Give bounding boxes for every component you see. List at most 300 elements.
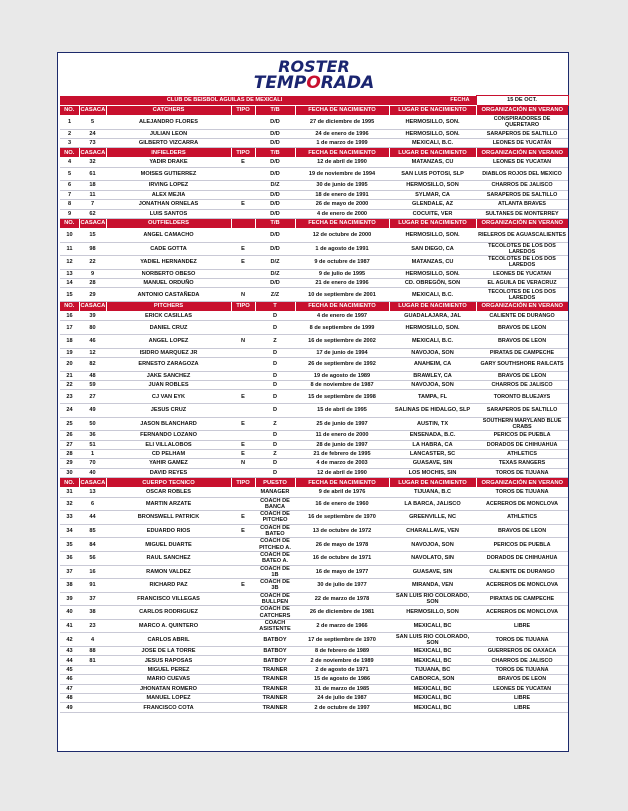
table-row [60, 321, 568, 335]
cell-casaca: 49 [79, 404, 106, 418]
cell-lugar: SALINAS DE HIDALGO, SLP [389, 404, 476, 418]
cell-name: ISIDRO MARQUEZ JR [106, 348, 231, 357]
cell-name: DANIEL CRUZ [106, 321, 231, 335]
cell-lugar: TAMPA, FL [389, 390, 476, 404]
cell-tipo [231, 138, 255, 147]
cell-org: SARAPEROS DE SALTILLO [476, 404, 568, 418]
column-header-no: NO. [60, 218, 79, 228]
cell-name: CARLOS ABRIL [106, 633, 231, 647]
cell-casaca: 6 [79, 497, 106, 511]
column-header-tb: PUESTO [255, 478, 295, 488]
cell-tipo [231, 538, 255, 552]
column-header-casaca: CASACA [79, 106, 106, 116]
cell-org: TOROS DE TIJUANA [476, 468, 568, 477]
cell-name: CARLOS RODRIGUEZ [106, 606, 231, 620]
cell-casaca: 70 [79, 459, 106, 468]
cell-casaca: 48 [79, 371, 106, 380]
cell-casaca: 50 [79, 417, 106, 431]
cell-no: 43 [60, 647, 79, 656]
cell-org: LIBRE [476, 694, 568, 703]
cell-tb: COACH DE 1B [255, 565, 295, 579]
cell-name: MOISES GUTIERREZ [106, 167, 231, 181]
cell-tb: D/D [255, 129, 295, 138]
cell-name: MIGUEL DUARTE [106, 538, 231, 552]
column-header-no: NO. [60, 148, 79, 158]
cell-casaca: 80 [79, 321, 106, 335]
cell-fecha: 12 de abril de 1990 [295, 158, 389, 167]
cell-lugar: HERMOSILLO, SON. [389, 116, 476, 130]
cell-lugar: GUADALAJARA, JAL [389, 312, 476, 321]
cell-no: 12 [60, 256, 79, 270]
cell-no: 6 [60, 181, 79, 190]
column-header-org: ORGANIZACIÓN EN VERANO [476, 218, 568, 228]
cell-fecha: 12 de octubre de 2000 [295, 228, 389, 242]
column-header-tipo [231, 218, 255, 228]
cell-org: LEONES DE YUCATAN [476, 269, 568, 278]
table-row [60, 200, 568, 209]
cell-casaca [79, 675, 106, 684]
cell-no: 19 [60, 348, 79, 357]
cell-name: ANGEL CAMACHO [106, 228, 231, 242]
cell-fecha: 22 de marzo de 1978 [295, 592, 389, 606]
cell-tipo [231, 129, 255, 138]
cell-org: TOROS DE TIJUANA [476, 633, 568, 647]
cell-lugar: TIJUANA, BC [389, 665, 476, 674]
cell-tipo [231, 190, 255, 199]
column-header-lugar: LUGAR DE NACIMIENTO [389, 478, 476, 488]
cell-tb: COACH DE CATCHERS [255, 606, 295, 620]
cell-casaca: 98 [79, 242, 106, 256]
cell-lugar: HERMOSILLO, SON [389, 181, 476, 190]
cell-casaca: 56 [79, 551, 106, 565]
cell-tipo [231, 703, 255, 712]
cell-tipo [231, 312, 255, 321]
cell-tipo [231, 606, 255, 620]
roster-table [60, 95, 569, 713]
cell-lugar: SAN LUIS RIO COLORADO, SON [389, 592, 476, 606]
cell-org: RIELEROS DE AGUASCALIENTES [476, 228, 568, 242]
cell-casaca: 44 [79, 511, 106, 525]
column-header-name: OUTFIELDERS [106, 218, 231, 228]
cell-fecha: 21 de febrero de 1995 [295, 449, 389, 458]
cell-tipo [231, 371, 255, 380]
cell-tb: D/D [255, 200, 295, 209]
cell-fecha: 19 de noviembre de 1994 [295, 167, 389, 181]
cell-no: 9 [60, 209, 79, 218]
cell-org: SOUTHERN MARYLAND BLUE CRABS [476, 417, 568, 431]
cell-fecha: 9 de julio de 1995 [295, 269, 389, 278]
cell-org: LEONES DE YUCATAN [476, 684, 568, 693]
cell-no: 37 [60, 565, 79, 579]
table-row [60, 431, 568, 440]
cell-lugar: COCUITE, VER [389, 209, 476, 218]
cell-org: ACEREROS DE MONCLOVA [476, 606, 568, 620]
cell-no: 29 [60, 459, 79, 468]
cell-tipo [231, 488, 255, 497]
cell-casaca: 84 [79, 538, 106, 552]
cell-tipo: N [231, 288, 255, 302]
cell-fecha: 1 de agosto de 1991 [295, 242, 389, 256]
cell-tb: D [255, 371, 295, 380]
cell-tb: COACH DE BULLPEN [255, 592, 295, 606]
cell-lugar: MEXICALI, B.C. [389, 335, 476, 349]
cell-lugar: HERMOSILLO, SON. [389, 269, 476, 278]
table-row [60, 694, 568, 703]
cell-tipo [231, 348, 255, 357]
cell-lugar: HERMOSILLO, SON [389, 606, 476, 620]
cell-org: BRAVOS DE LEON [476, 335, 568, 349]
cell-org: BRAVOS DE LEON [476, 524, 568, 538]
cell-tb: BATBOY [255, 647, 295, 656]
table-row [60, 242, 568, 256]
cell-org: LEONES DE YUCATAN [476, 158, 568, 167]
cell-tipo: E [231, 256, 255, 270]
cell-tipo [231, 497, 255, 511]
cell-org: TOROS DE TIJUANA [476, 488, 568, 497]
cell-fecha: 30 de junio de 1995 [295, 181, 389, 190]
cell-name: MANUEL LOPEZ [106, 694, 231, 703]
cell-no: 11 [60, 242, 79, 256]
cell-no: 1 [60, 116, 79, 130]
cell-fecha: 15 de abril de 1995 [295, 404, 389, 418]
cell-no: 8 [60, 200, 79, 209]
cell-no: 20 [60, 358, 79, 372]
cell-org: CALIENTE DE DURANGO [476, 312, 568, 321]
cell-no: 17 [60, 321, 79, 335]
cell-casaca: 59 [79, 381, 106, 390]
cell-org: TOROS DE TIJUANA [476, 665, 568, 674]
cell-fecha: 2 de agosto de 1971 [295, 665, 389, 674]
table-row [60, 538, 568, 552]
cell-org: TECOLOTES DE LOS DOS LAREDOS [476, 288, 568, 302]
cell-tipo [231, 269, 255, 278]
cell-fecha: 9 de abril de 1976 [295, 488, 389, 497]
cell-name: YAHIR GAMEZ [106, 459, 231, 468]
cell-lugar: MEXICALI, B.C. [389, 288, 476, 302]
cell-org: ATHLETICS [476, 449, 568, 458]
fecha-label: FECHA [389, 96, 476, 106]
table-row [60, 269, 568, 278]
cell-casaca: 23 [79, 619, 106, 633]
cell-lugar: HERMOSILLO, SON. [389, 228, 476, 242]
cell-lugar: CD. OBREGÓN, SON [389, 279, 476, 288]
cell-casaca: 38 [79, 606, 106, 620]
table-row [60, 190, 568, 199]
table-row [60, 565, 568, 579]
cell-org: LIBRE [476, 703, 568, 712]
cell-tipo [231, 116, 255, 130]
section-header-row [60, 218, 568, 228]
cell-tb: TRAINER [255, 703, 295, 712]
cell-no: 38 [60, 579, 79, 593]
cell-tb: Z [255, 335, 295, 349]
column-header-fecha: FECHA DE NACIMIENTO [295, 478, 389, 488]
cell-tb: COACH DE BATEO [255, 524, 295, 538]
table-row [60, 551, 568, 565]
table-row [60, 358, 568, 372]
cell-casaca: 12 [79, 348, 106, 357]
cell-name: MANUEL ORDUÑO [106, 279, 231, 288]
cell-tb: TRAINER [255, 684, 295, 693]
cell-lugar: CABORCA, SON [389, 675, 476, 684]
cell-casaca: 91 [79, 579, 106, 593]
cell-org: TORONTO BLUEJAYS [476, 390, 568, 404]
cell-no: 2 [60, 129, 79, 138]
cell-no: 35 [60, 538, 79, 552]
column-header-org: ORGANIZACIÓN EN VERANO [476, 148, 568, 158]
cell-name: RAUL SANCHEZ [106, 551, 231, 565]
cell-casaca: 28 [79, 279, 106, 288]
table-row [60, 116, 568, 130]
cell-casaca: 88 [79, 647, 106, 656]
cell-tipo: N [231, 335, 255, 349]
cell-no: 14 [60, 279, 79, 288]
cell-org: LEONES DE YUCATÁN [476, 138, 568, 147]
cell-fecha: 26 de mayo de 1978 [295, 538, 389, 552]
cell-fecha: 27 de diciembre de 1995 [295, 116, 389, 130]
cell-casaca: 36 [79, 431, 106, 440]
cell-tipo [231, 321, 255, 335]
roster-sheet [57, 52, 569, 752]
cell-name: YADIEL HERNANDEZ [106, 256, 231, 270]
cell-name: GILBERTO VIZCARRA [106, 138, 231, 147]
cell-fecha: 16 de septiembre de 2002 [295, 335, 389, 349]
cell-lugar: LOS MOCHIS, SIN [389, 468, 476, 477]
cell-org: PIRATAS DE CAMPECHE [476, 592, 568, 606]
cell-name: CJ VAN EYK [106, 390, 231, 404]
cell-org: LIBRE [476, 619, 568, 633]
cell-tipo [231, 551, 255, 565]
cell-tb: D/Z [255, 269, 295, 278]
cell-casaca: 27 [79, 390, 106, 404]
cell-lugar: ANAHEIM, CA [389, 358, 476, 372]
table-row [60, 417, 568, 431]
cell-tb: D/D [255, 190, 295, 199]
cell-casaca: 22 [79, 256, 106, 270]
column-header-org: ORGANIZACIÓN EN VERANO [476, 106, 568, 116]
table-row [60, 158, 568, 167]
column-header-org: ORGANIZACIÓN EN VERANO [476, 478, 568, 488]
cell-tipo [231, 675, 255, 684]
cell-fecha: 4 de marzo de 2003 [295, 459, 389, 468]
cell-fecha: 8 de noviembre de 1987 [295, 381, 389, 390]
cell-no: 27 [60, 440, 79, 449]
cell-tipo: N [231, 459, 255, 468]
cell-org: BRAVOS DE LEON [476, 321, 568, 335]
table-row [60, 228, 568, 242]
table-row [60, 440, 568, 449]
cell-casaca: 24 [79, 129, 106, 138]
cell-no: 25 [60, 417, 79, 431]
column-header-no: NO. [60, 106, 79, 116]
cell-tb: D [255, 358, 295, 372]
cell-tb: COACH DE PITCHEO [255, 511, 295, 525]
cell-tb: BATBOY [255, 656, 295, 665]
column-header-tipo: TIPO [231, 478, 255, 488]
cell-fecha: 2 de noviembre de 1989 [295, 656, 389, 665]
cell-name: JASON BLANCHARD [106, 417, 231, 431]
table-row [60, 488, 568, 497]
cell-tb: D [255, 348, 295, 357]
cell-lugar: MEXICALI, BC [389, 703, 476, 712]
table-row [60, 459, 568, 468]
cell-tb: D/Z [255, 256, 295, 270]
cell-casaca: 7 [79, 200, 106, 209]
cell-casaca: 29 [79, 288, 106, 302]
cell-no: 48 [60, 694, 79, 703]
cell-tb: MANAGER [255, 488, 295, 497]
cell-org: SARAPEROS DE SALTILLO [476, 129, 568, 138]
column-header-tipo: TIPO [231, 106, 255, 116]
cell-fecha: 26 de septiembre de 1992 [295, 358, 389, 372]
cell-name: ELI VILLALOBOS [106, 440, 231, 449]
cell-no: 34 [60, 524, 79, 538]
cell-no: 22 [60, 381, 79, 390]
cell-name: ANTONIO CASTAÑEDA [106, 288, 231, 302]
roster-temporada-logo [58, 56, 570, 96]
cell-org: EL AGUILA DE VERACRUZ [476, 279, 568, 288]
cell-tb: D [255, 390, 295, 404]
cell-lugar: BRAWLEY, CA [389, 371, 476, 380]
cell-tipo [231, 656, 255, 665]
cell-no: 23 [60, 390, 79, 404]
cell-tipo [231, 468, 255, 477]
table-row [60, 209, 568, 218]
cell-org: GUERREROS DE OAXACA [476, 647, 568, 656]
cell-fecha: 26 de mayo de 2000 [295, 200, 389, 209]
cell-casaca [79, 665, 106, 674]
fecha-value: 15 DE OCT. [476, 96, 568, 106]
cell-no: 4 [60, 158, 79, 167]
cell-casaca [79, 684, 106, 693]
cell-tb: COACH DE 3B [255, 579, 295, 593]
table-row [60, 312, 568, 321]
cell-org: BRAVOS DE LEON [476, 675, 568, 684]
cell-lugar: GREENVILLE, NC [389, 511, 476, 525]
cell-name: FERNANDO LOZANO [106, 431, 231, 440]
cell-tipo [231, 279, 255, 288]
column-header-fecha: FECHA DE NACIMIENTO [295, 218, 389, 228]
column-header-tipo: TIPO [231, 148, 255, 158]
cell-fecha: 18 de enero de 1991 [295, 190, 389, 199]
cell-org: CONSPIRADORES DE QUERETARO [476, 116, 568, 130]
cell-tb: COACH DE PITCHEO A. [255, 538, 295, 552]
cell-org: CHARROS DE JALISCO [476, 656, 568, 665]
table-row [60, 129, 568, 138]
table-row [60, 592, 568, 606]
cell-fecha: 31 de marzo de 1985 [295, 684, 389, 693]
cell-tipo [231, 665, 255, 674]
cell-fecha: 4 de enero de 2000 [295, 209, 389, 218]
cell-name: IRVING LOPEZ [106, 181, 231, 190]
cell-casaca: 81 [79, 656, 106, 665]
cell-lugar: SAN LUIS RIO COLORADO, SON [389, 633, 476, 647]
cell-fecha: 15 de agosto de 1986 [295, 675, 389, 684]
cell-tipo [231, 431, 255, 440]
cell-tipo [231, 228, 255, 242]
cell-org: CHARROS DE JALISCO [476, 181, 568, 190]
cell-fecha: 30 de julio de 1977 [295, 579, 389, 593]
cell-name: JULIAN LEON [106, 129, 231, 138]
cell-casaca: 73 [79, 138, 106, 147]
cell-lugar: MIRANDA, VEN [389, 579, 476, 593]
cell-lugar: SYLMAR, CA [389, 190, 476, 199]
cell-no: 40 [60, 606, 79, 620]
club-header-row [60, 96, 568, 106]
cell-name: ERNESTO ZARAGOZA [106, 358, 231, 372]
cell-casaca [79, 703, 106, 712]
cell-tb: D [255, 468, 295, 477]
cell-no: 18 [60, 335, 79, 349]
table-row [60, 381, 568, 390]
cell-fecha: 15 de septiembre de 1998 [295, 390, 389, 404]
cell-org: BRAVOS DE LEON [476, 371, 568, 380]
cell-org: SARAPEROS DE SALTILLO [476, 190, 568, 199]
cell-org: CALIENTE DE DURANGO [476, 565, 568, 579]
logo-line-1: ROSTER [278, 57, 350, 76]
cell-tipo [231, 694, 255, 703]
column-header-casaca: CASACA [79, 302, 106, 312]
column-header-fecha: FECHA DE NACIMIENTO [295, 302, 389, 312]
table-row [60, 606, 568, 620]
column-header-fecha: FECHA DE NACIMIENTO [295, 106, 389, 116]
cell-casaca: 4 [79, 633, 106, 647]
cell-lugar: MEXICALI, B.C. [389, 138, 476, 147]
cell-lugar: NAVOLATO, SIN [389, 551, 476, 565]
cell-no: 5 [60, 167, 79, 181]
table-row [60, 138, 568, 147]
cell-lugar: MATANZAS, CU [389, 158, 476, 167]
cell-tb: COACH DE BANCA [255, 497, 295, 511]
table-row [60, 167, 568, 181]
column-header-fecha: FECHA DE NACIMIENTO [295, 148, 389, 158]
cell-name: CD PELHAM [106, 449, 231, 458]
cell-casaca: 1 [79, 449, 106, 458]
cell-tb: D [255, 312, 295, 321]
cell-lugar: AUSTIN, TX [389, 417, 476, 431]
cell-no: 16 [60, 312, 79, 321]
cell-lugar: LANCASTER, SC [389, 449, 476, 458]
cell-name: MARCO A. QUINTERO [106, 619, 231, 633]
cell-fecha: 8 de septiembre de 1999 [295, 321, 389, 335]
cell-tipo [231, 619, 255, 633]
cell-name: ANGEL LOPEZ [106, 335, 231, 349]
cell-lugar: MEXICALI, BC [389, 656, 476, 665]
cell-tb: D/D [255, 242, 295, 256]
cell-fecha: 10 de septiembre de 2001 [295, 288, 389, 302]
cell-fecha: 26 de diciembre de 1981 [295, 606, 389, 620]
cell-name: EDUARDO RIOS [106, 524, 231, 538]
cell-fecha: 21 de enero de 1996 [295, 279, 389, 288]
cell-tb: D/D [255, 116, 295, 130]
cell-tb: D/D [255, 167, 295, 181]
logo-line-2: TEMPORADA [253, 73, 375, 93]
cell-org: PIRATAS DE CAMPECHE [476, 348, 568, 357]
cell-casaca: 16 [79, 565, 106, 579]
cell-org: DORADOS DE CHIHUAHUA [476, 440, 568, 449]
cell-lugar: MATANZAS, CU [389, 256, 476, 270]
cell-lugar: SAN DIEGO, CA [389, 242, 476, 256]
cell-name: JUAN ROBLES [106, 381, 231, 390]
cell-lugar: GLENDALE, AZ [389, 200, 476, 209]
table-row [60, 656, 568, 665]
table-row [60, 449, 568, 458]
cell-name: JHONATAN ROMERO [106, 684, 231, 693]
cell-tb: D [255, 321, 295, 335]
cell-casaca: 61 [79, 167, 106, 181]
cell-tipo [231, 167, 255, 181]
cell-casaca: 37 [79, 592, 106, 606]
